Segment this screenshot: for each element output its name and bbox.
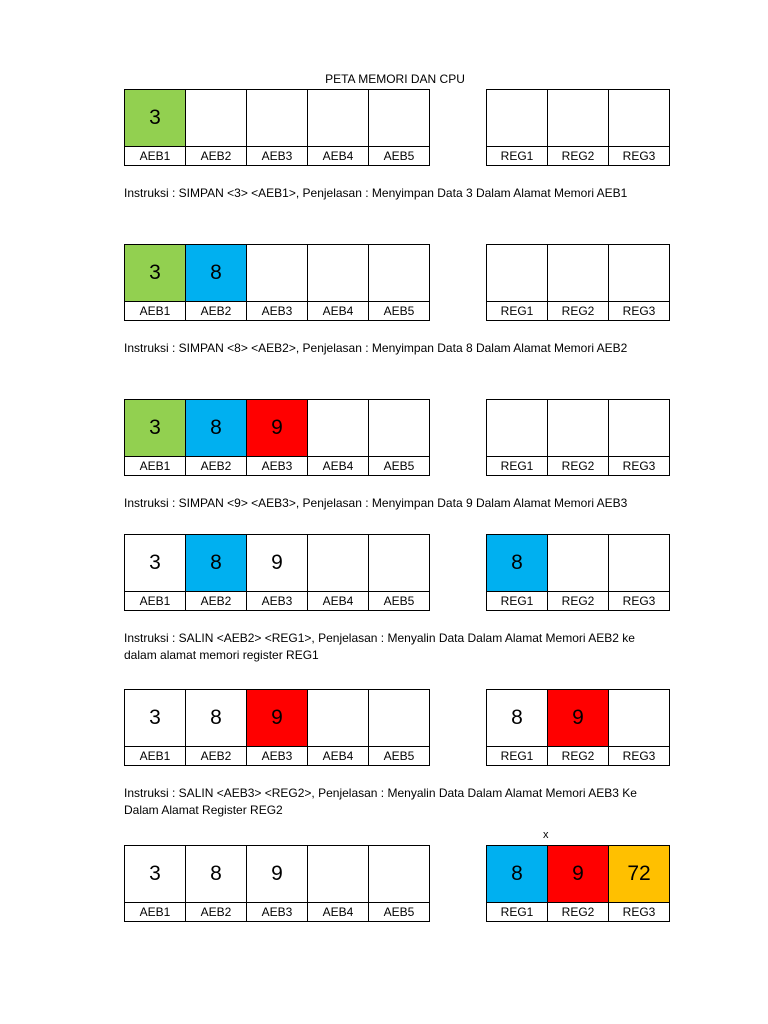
registers-label-reg1: REG1 <box>486 591 548 611</box>
instruction-text: Instruksi : SALIN <AEB3> <REG2>, Penjelasan : Menyalin Data Dalam Alamat Memori AEB3 Ke Dalam Alamat Register REG2 <box>124 786 637 817</box>
registers-cell-reg3 <box>608 534 670 592</box>
memory-cell-aeb4 <box>307 399 369 457</box>
memory-label-aeb4: AEB4 <box>307 902 369 922</box>
memory-cell-aeb5 <box>368 534 430 592</box>
registers-label-reg3: REG3 <box>608 301 670 321</box>
memory-label-aeb1: AEB1 <box>124 456 186 476</box>
memory-cell-aeb3 <box>246 244 308 302</box>
memory-cell-aeb3: 9 <box>246 399 308 457</box>
registers-label-reg3: REG3 <box>608 456 670 476</box>
registers-label-reg1: REG1 <box>486 146 548 166</box>
registers-cell-reg1: 8 <box>486 845 548 903</box>
memory-label-aeb3: AEB3 <box>246 591 308 611</box>
memory-label-aeb5: AEB5 <box>368 146 430 166</box>
memory-label-aeb2: AEB2 <box>185 146 247 166</box>
memory-cell-aeb5 <box>368 244 430 302</box>
memory-label-aeb4: AEB4 <box>307 301 369 321</box>
memory-map-step-1 <box>124 89 429 165</box>
memory-cell-aeb2 <box>185 89 247 147</box>
memory-map-step-6 <box>124 845 429 921</box>
memory-label-aeb1: AEB1 <box>124 146 186 166</box>
memory-cell-aeb3: 9 <box>246 689 308 747</box>
memory-cell-aeb1: 3 <box>124 689 186 747</box>
memory-label-aeb3: AEB3 <box>246 746 308 766</box>
registers-cell-reg1: 8 <box>486 689 548 747</box>
registers-label-reg1: REG1 <box>486 902 548 922</box>
memory-cell-aeb1: 3 <box>124 244 186 302</box>
registers-cell-reg3 <box>608 89 670 147</box>
page-title: PETA MEMORI DAN CPU <box>325 72 465 86</box>
memory-label-aeb3: AEB3 <box>246 456 308 476</box>
registers-label-reg3: REG3 <box>608 146 670 166</box>
memory-map-step-2 <box>124 244 429 320</box>
memory-cell-aeb2: 8 <box>185 399 247 457</box>
registers-label-reg2: REG2 <box>547 591 609 611</box>
memory-label-aeb1: AEB1 <box>124 746 186 766</box>
registers-cell-reg2 <box>547 89 609 147</box>
instruction-text: Instruksi : SIMPAN <8> <AEB2>, Penjelasan : Menyimpan Data 8 Dalam Alamat Memori AEB2 <box>124 341 628 355</box>
registers-cell-reg3 <box>608 399 670 457</box>
memory-label-aeb4: AEB4 <box>307 746 369 766</box>
registers-cell-reg1 <box>486 89 548 147</box>
registers-cell-reg1 <box>486 244 548 302</box>
memory-label-aeb2: AEB2 <box>185 301 247 321</box>
instruction-text: Instruksi : SIMPAN <9> <AEB3>, Penjelasan : Menyimpan Data 9 Dalam Alamat Memori AEB3 <box>124 496 628 510</box>
memory-label-aeb3: AEB3 <box>246 301 308 321</box>
registers-cell-reg2: 9 <box>547 689 609 747</box>
register-map-step-3 <box>486 399 669 475</box>
memory-cell-aeb5 <box>368 845 430 903</box>
register-map-step-6 <box>486 845 669 921</box>
multiply-mark: x <box>543 829 549 841</box>
memory-label-aeb2: AEB2 <box>185 746 247 766</box>
memory-cell-aeb3 <box>246 89 308 147</box>
memory-cell-aeb2: 8 <box>185 845 247 903</box>
memory-label-aeb5: AEB5 <box>368 902 430 922</box>
memory-cell-aeb2: 8 <box>185 534 247 592</box>
memory-label-aeb5: AEB5 <box>368 746 430 766</box>
memory-cell-aeb5 <box>368 89 430 147</box>
registers-cell-reg2: 9 <box>547 845 609 903</box>
registers-label-reg1: REG1 <box>486 746 548 766</box>
memory-label-aeb5: AEB5 <box>368 301 430 321</box>
memory-cell-aeb3: 9 <box>246 845 308 903</box>
memory-label-aeb4: AEB4 <box>307 591 369 611</box>
memory-label-aeb3: AEB3 <box>246 146 308 166</box>
memory-cell-aeb4 <box>307 845 369 903</box>
registers-label-reg3: REG3 <box>608 902 670 922</box>
memory-label-aeb1: AEB1 <box>124 301 186 321</box>
registers-label-reg2: REG2 <box>547 746 609 766</box>
registers-cell-reg1 <box>486 399 548 457</box>
registers-label-reg3: REG3 <box>608 591 670 611</box>
registers-cell-reg3: 72 <box>608 845 670 903</box>
memory-label-aeb2: AEB2 <box>185 591 247 611</box>
memory-cell-aeb4 <box>307 689 369 747</box>
memory-cell-aeb2: 8 <box>185 689 247 747</box>
memory-cell-aeb2: 8 <box>185 244 247 302</box>
memory-label-aeb2: AEB2 <box>185 902 247 922</box>
register-map-step-4 <box>486 534 669 610</box>
registers-label-reg2: REG2 <box>547 902 609 922</box>
memory-cell-aeb4 <box>307 89 369 147</box>
memory-label-aeb3: AEB3 <box>246 902 308 922</box>
memory-cell-aeb5 <box>368 399 430 457</box>
memory-cell-aeb4 <box>307 534 369 592</box>
memory-cell-aeb1: 3 <box>124 534 186 592</box>
register-map-step-5 <box>486 689 669 765</box>
instruction-text: Instruksi : SIMPAN <3> <AEB1>, Penjelasan : Menyimpan Data 3 Dalam Alamat Memori AEB1 <box>124 186 628 200</box>
memory-label-aeb4: AEB4 <box>307 146 369 166</box>
registers-label-reg2: REG2 <box>547 301 609 321</box>
memory-label-aeb2: AEB2 <box>185 456 247 476</box>
memory-map-step-4 <box>124 534 429 610</box>
memory-cell-aeb3: 9 <box>246 534 308 592</box>
memory-label-aeb5: AEB5 <box>368 456 430 476</box>
registers-label-reg1: REG1 <box>486 456 548 476</box>
register-map-step-1 <box>486 89 669 165</box>
registers-label-reg1: REG1 <box>486 301 548 321</box>
memory-map-step-5 <box>124 689 429 765</box>
registers-cell-reg3 <box>608 244 670 302</box>
registers-label-reg2: REG2 <box>547 146 609 166</box>
registers-cell-reg1: 8 <box>486 534 548 592</box>
memory-label-aeb1: AEB1 <box>124 902 186 922</box>
memory-map-step-3 <box>124 399 429 475</box>
registers-label-reg3: REG3 <box>608 746 670 766</box>
register-map-step-2 <box>486 244 669 320</box>
memory-cell-aeb4 <box>307 244 369 302</box>
instruction-text: Instruksi : SALIN <AEB2> <REG1>, Penjelasan : Menyalin Data Dalam Alamat Memori AEB2 ke dalam alamat memori register REG1 <box>124 631 635 662</box>
registers-cell-reg2 <box>547 534 609 592</box>
registers-cell-reg3 <box>608 689 670 747</box>
memory-cell-aeb5 <box>368 689 430 747</box>
memory-label-aeb4: AEB4 <box>307 456 369 476</box>
memory-label-aeb5: AEB5 <box>368 591 430 611</box>
memory-label-aeb1: AEB1 <box>124 591 186 611</box>
memory-cell-aeb1: 3 <box>124 399 186 457</box>
memory-cell-aeb1: 3 <box>124 89 186 147</box>
registers-cell-reg2 <box>547 244 609 302</box>
registers-cell-reg2 <box>547 399 609 457</box>
registers-label-reg2: REG2 <box>547 456 609 476</box>
memory-cell-aeb1: 3 <box>124 845 186 903</box>
